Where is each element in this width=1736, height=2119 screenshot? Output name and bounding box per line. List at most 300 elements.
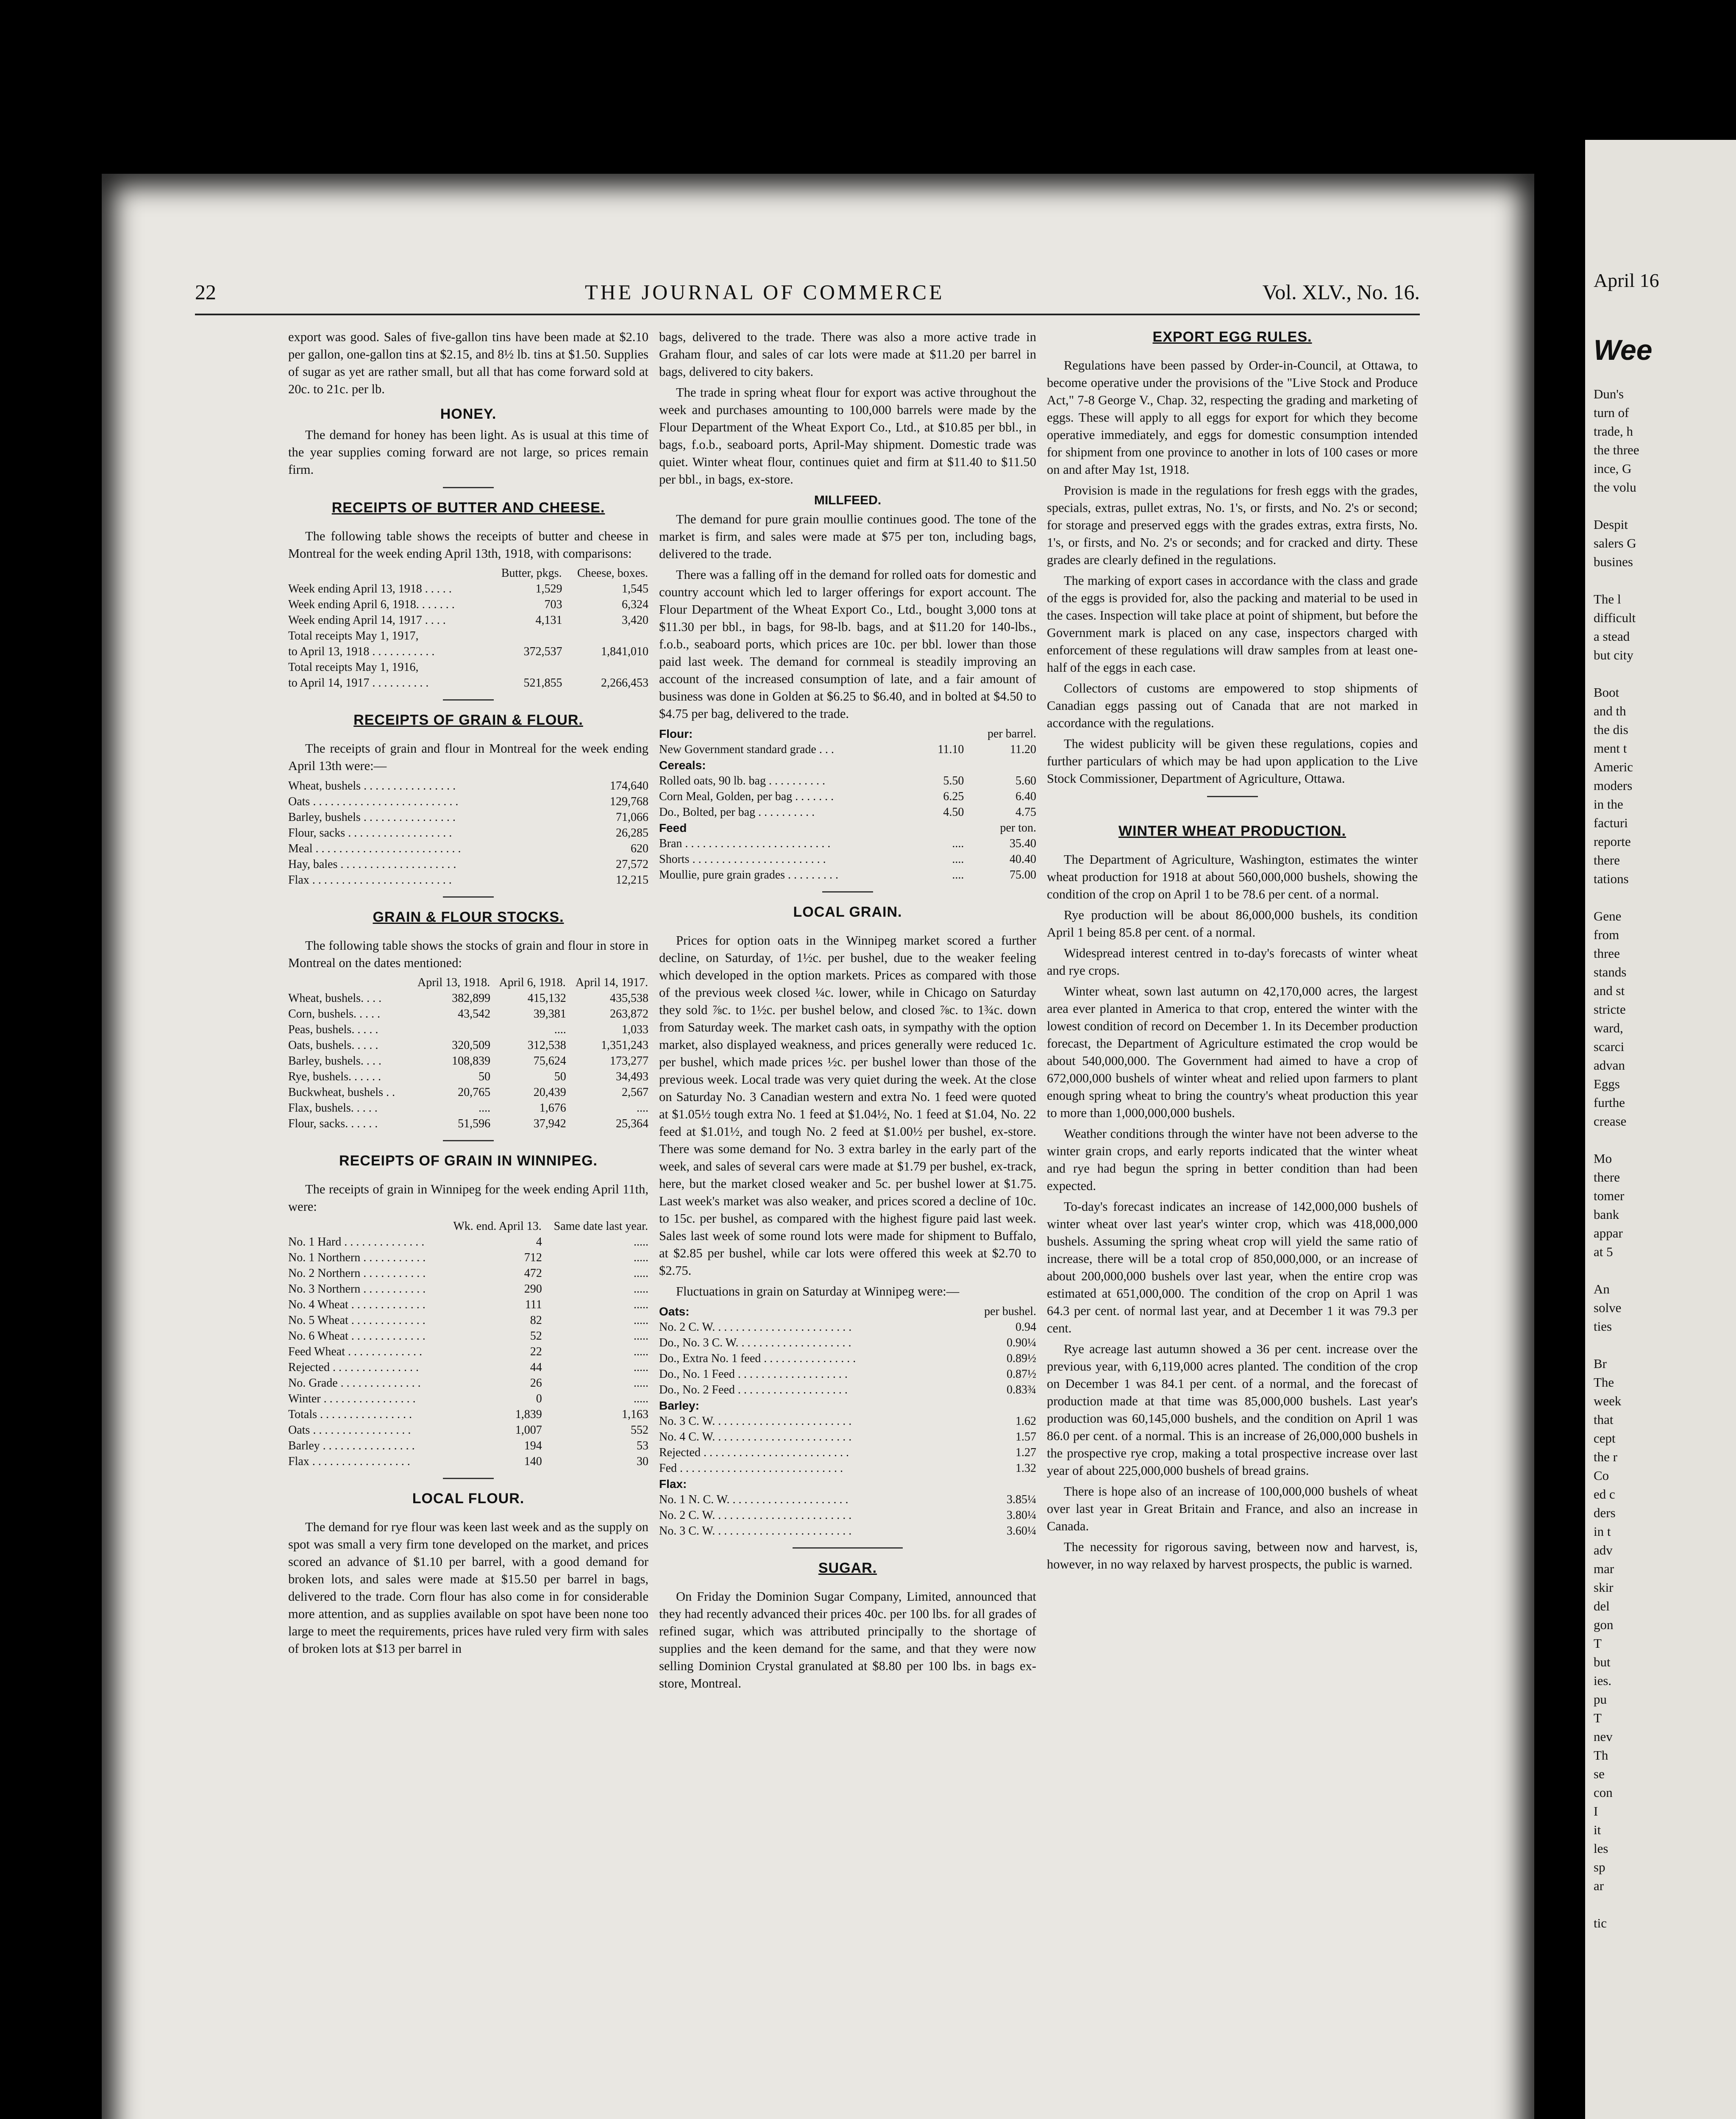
- table-row: [288, 1454, 648, 1469]
- cell-value: .....: [634, 1361, 648, 1374]
- facing-page-line: difficult: [1594, 610, 1636, 625]
- facing-page-line: [1594, 888, 1733, 907]
- table-row: [659, 1413, 1036, 1429]
- facing-page-line: del: [1594, 1599, 1610, 1613]
- volume-number: Vol. XLV., No. 16.: [1262, 280, 1420, 304]
- facing-page-line: Th: [1594, 1748, 1608, 1763]
- facing-page-line: tic: [1594, 1916, 1607, 1930]
- facing-page-line: con: [1594, 1785, 1613, 1800]
- row-label: Buckwheat, bushels . .: [288, 1086, 395, 1099]
- facing-page-line: The: [1594, 1375, 1614, 1390]
- cell-value: ....: [554, 1023, 566, 1036]
- table-row: [288, 1407, 648, 1422]
- facing-page-line: Br: [1594, 1356, 1607, 1371]
- cell-value: 552: [631, 1424, 648, 1437]
- cell-value: 26,285: [616, 826, 648, 840]
- cell-value: 521,855: [523, 676, 562, 690]
- table-row: [288, 856, 648, 872]
- facing-page-line: the r: [1594, 1449, 1617, 1464]
- row-label: New Government standard grade . . .: [659, 743, 834, 756]
- section-title-local-grain: LOCAL GRAIN.: [793, 904, 902, 920]
- row-label: No. 3 Northern . . . . . . . . . . .: [288, 1282, 426, 1296]
- cell-value: .....: [634, 1329, 648, 1343]
- cell-value: 312,538: [527, 1039, 566, 1052]
- divider: [443, 487, 494, 488]
- table-row: [288, 825, 648, 841]
- cell-value: 6.25: [943, 790, 964, 803]
- facing-page-line: but: [1594, 1655, 1611, 1669]
- facing-page-line: [1594, 1336, 1733, 1354]
- row-label: Do., No. 3 C. W. . . . . . . . . . . . . . . . . . . .: [659, 1336, 851, 1349]
- cell-value: 4: [536, 1235, 542, 1249]
- table-row: Oats: per bushel.: [659, 1305, 1036, 1318]
- table-row: [659, 1366, 1036, 1382]
- facing-page-line: ar: [1594, 1878, 1604, 1893]
- cell-value: 415,132: [527, 992, 566, 1005]
- cell-value: 0.89½: [1007, 1352, 1036, 1365]
- table-row: Barley:: [659, 1399, 699, 1412]
- cell-value: 194: [524, 1439, 542, 1452]
- section-title-butter-cheese: RECEIPTS OF BUTTER AND CHEESE.: [331, 500, 605, 516]
- paragraph: The marking of export cases in accordance with the class and grade of the eggs is provided for, also the packing and material to be used in the cases. Inspection will take place at point of shipment, but before the Government mark is placed on any case, inspectors charged with enforcement of these regulations will draw samples from at least one-half of the eggs in each case.: [1047, 573, 1418, 675]
- cell-value: 22: [530, 1345, 542, 1358]
- paragraph: Rye production will be about 86,000,000 bushels, its condition April 1 being 85.8 per cent. of a normal.: [1047, 908, 1418, 940]
- cell-value: 263,872: [610, 1007, 648, 1021]
- row-label: Barley . . . . . . . . . . . . . . . .: [288, 1439, 415, 1452]
- facing-page-line: the three: [1594, 442, 1639, 457]
- cell-value: 20,765: [458, 1086, 491, 1099]
- row-label: Rye, bushels. . . . . .: [288, 1070, 381, 1083]
- facing-page-line: moders: [1594, 778, 1633, 793]
- paragraph: The receipts of grain in Winnipeg for the week ending April 11th, were:: [288, 1182, 648, 1214]
- facing-page-date: April 16: [1594, 270, 1659, 291]
- cell-value: 372,537: [523, 645, 562, 658]
- facing-page-line: nev: [1594, 1729, 1613, 1744]
- cell-value: 51,596: [458, 1117, 491, 1130]
- cell-value: .....: [634, 1282, 648, 1296]
- cell-value: 1,676: [539, 1101, 566, 1115]
- facing-page-line: [1594, 1131, 1733, 1149]
- cell-value: 129,768: [610, 795, 648, 808]
- column-2: [659, 328, 1036, 1696]
- table-row: [288, 1281, 648, 1297]
- cell-value: 1.57: [1015, 1430, 1036, 1443]
- paragraph: bags, delivered to the trade. There was also a more active trade in Graham flour, and sales of car lots were made at $11.20 per barrel in bags, delivered to city bakers.: [659, 330, 1036, 379]
- cell-value: 75,624: [533, 1054, 566, 1068]
- row-label: No. 1 N. C. W. . . . . . . . . . . . . . . . . . . . .: [659, 1493, 849, 1506]
- facing-page-line: ties: [1594, 1319, 1612, 1334]
- cell-value: 712: [524, 1251, 542, 1264]
- cell-value: .....: [634, 1235, 648, 1249]
- table-row: [288, 990, 648, 1006]
- facing-page-line: from: [1594, 927, 1619, 942]
- facing-page-line: les: [1594, 1841, 1608, 1856]
- facing-page-line: the volu: [1594, 480, 1636, 495]
- table-row: [288, 778, 648, 794]
- paragraph: The necessity for rigorous saving, between now and harvest, is, however, in no way relaxed by harvest prospects, the public is warned.: [1047, 1540, 1418, 1571]
- table-row: [288, 1375, 648, 1391]
- facing-page-line: pu: [1594, 1692, 1607, 1707]
- table-row: [288, 597, 648, 612]
- row-label: Totals . . . . . . . . . . . . . . . .: [288, 1408, 412, 1421]
- paragraph: Provision is made in the regulations for fresh eggs with the grades, specials, extras, pullet extras, No. 1's, or firsts, and No. 2's or second; for storage and preserved eggs with the grades extras, extra firsts, No. 1's, or firsts, and No. 2's or seconds; and for cracked and dirty. These grades are clearly defined in the regulations.: [1047, 483, 1418, 567]
- row-label: Flour, sacks. . . . . .: [288, 1117, 378, 1130]
- section-title-millfeed: MILLFEED.: [814, 493, 882, 507]
- cell-value: 44: [530, 1361, 542, 1374]
- facing-page-line: Americ: [1594, 759, 1633, 774]
- facing-page-line: skir: [1594, 1580, 1614, 1595]
- table-row: [288, 1069, 648, 1085]
- facing-page-line: that: [1594, 1412, 1614, 1427]
- cell-value: 108,839: [452, 1054, 491, 1068]
- facing-page-line: ment t: [1594, 741, 1627, 756]
- facing-page-lines: [1594, 385, 1733, 1933]
- page-number: 22: [195, 280, 216, 304]
- cell-value: 0.94: [1015, 1321, 1036, 1334]
- paragraph: The receipts of grain and flour in Montreal for the week ending April 13th were:—: [288, 741, 648, 773]
- cell-value: 4.50: [943, 806, 964, 819]
- table-row: [288, 628, 648, 644]
- table-header: April 13, 1918. April 6, 1918. April 14, 1917.: [417, 976, 648, 989]
- cell-value: ....: [637, 1101, 648, 1115]
- facing-page-line: crease: [1594, 1114, 1627, 1129]
- cell-value: 382,899: [452, 992, 491, 1005]
- row-label: No. 2 C. W. . . . . . . . . . . . . . . . . . . . . . . .: [659, 1321, 852, 1334]
- stocks-table: [288, 975, 648, 1132]
- table-row: [288, 1053, 648, 1069]
- row-label: No. 1 Northern . . . . . . . . . . .: [288, 1251, 426, 1264]
- facing-page-line: gon: [1594, 1617, 1614, 1632]
- butter-cheese-table: [288, 566, 648, 691]
- facing-page-line: [1594, 571, 1733, 590]
- cell-value: [408, 1022, 490, 1037]
- cell-value: 620: [631, 842, 648, 855]
- row-label: Bran . . . . . . . . . . . . . . . . . . . . . . . . .: [659, 837, 831, 850]
- table-row: [288, 1344, 648, 1360]
- cell-value: .....: [634, 1251, 648, 1264]
- cell-value: 37,942: [533, 1117, 566, 1130]
- table-row: [288, 794, 648, 809]
- facing-page-line: sp: [1594, 1860, 1605, 1874]
- winnipeg-table: [288, 1219, 648, 1469]
- cell-value: 3.60¼: [1007, 1524, 1036, 1538]
- cell-value: 20,439: [533, 1086, 566, 1099]
- row-label: No. 3 C. W. . . . . . . . . . . . . . . . . . . . . . . .: [659, 1415, 852, 1428]
- facing-page-line: [1594, 1895, 1733, 1914]
- table-row: [659, 1335, 1036, 1351]
- table-row: [659, 773, 1036, 789]
- table-row: [288, 1250, 648, 1265]
- cell-value: .....: [634, 1314, 648, 1327]
- table-row: [288, 1234, 648, 1250]
- row-label: Week ending April 13, 1918 . . . . .: [288, 582, 452, 595]
- cell-value: [562, 628, 649, 644]
- table-row: [659, 836, 1036, 851]
- facing-page-line: [1594, 1261, 1733, 1280]
- row-label: No. Grade . . . . . . . . . . . . . .: [288, 1377, 421, 1390]
- paragraph: export was good. Sales of five-gallon tins have been made at $2.10 per gallon, one-gallon tins at $2.15, and 8½ lb. tins at $1.50. Supplies of sugar as yet are rather small, but all that has come forward sold at 20c. to 21c. per lb.: [288, 330, 648, 396]
- row-label: Rejected . . . . . . . . . . . . . . . . . . . . . . . . .: [659, 1446, 849, 1459]
- row-label: Week ending April 6, 1918. . . . . . .: [288, 598, 455, 611]
- cell-value: 290: [524, 1282, 542, 1296]
- table-row: [659, 1445, 1036, 1460]
- facing-page-line: ince, G: [1594, 461, 1632, 476]
- cell-value: 3.85¼: [1007, 1493, 1036, 1506]
- facing-page-line: advan: [1594, 1058, 1625, 1073]
- row-label: Hay, bales . . . . . . . . . . . . . . . . . . . .: [288, 858, 456, 871]
- paragraph: The demand for honey has been light. As is usual at this time of the year supplies coming forward are not large, so prices remain firm.: [288, 428, 648, 477]
- row-label: Barley, bushels. . . .: [288, 1054, 381, 1068]
- facing-page-line: An: [1594, 1282, 1610, 1296]
- facing-page-line: trade, h: [1594, 424, 1633, 439]
- table-row: [288, 1438, 648, 1454]
- paragraph: Prices for option oats in the Winnipeg market scored a further decline, on Saturday, of 1½c. per bushel, due to the weaker feeling which developed in the option markets. Prices as compared with those of the previous week closed ¼c. lower, while in Chicago on Saturday they sold ⅞c. to 1½c. per bushel below, and closed ⅞c. to 1¾c. down from Saturday week. The market cash oats, in sympathy with the option market, also displayed weakness, and prices generally were reduced 1c. per bushel, which made prices ½c. per bushel lower than those of the previous week. Local trade was very quiet during the week. At the close on Saturday No. 3 Canadian western and extra No. 1 feed were quoted at $1.05½ tough extra No. 1 feed at $1.04½, No. 1 feed at $1.04, No. 22 feed at $1.01½, and tough No. 2 feed at $1.00½ per bushel, ex-store. There was some demand for No. 3 extra barley in the early part of the week, and sales of several cars were made at $1.79 per bushel, ex-track, here, but the market closed weaker and 5c. per bushel lower at $1.75. Last week's market was also weaker, and prices scored a decline of 10c. to 15c. per bushel, as compared with the highest figure paid last week. Sales last week of some round lots were made for shipment to Buffalo, at $2.85 per bushel, while car lots were offered this week at $2.70 to $2.75.: [659, 933, 1036, 1278]
- cell-value: 1,351,243: [601, 1039, 648, 1052]
- cell-value: 1.62: [1015, 1415, 1036, 1428]
- cell-value: .....: [634, 1392, 648, 1405]
- cell-value: 140: [524, 1455, 542, 1468]
- paragraph: There was a falling off in the demand for rolled oats for domestic and country account which led to larger offerings for export account. The Flour Department of the Wheat Export Co., Ltd., bought 3,000 tons at $11.30 per bbl., in bags, for 98-lb. bags, and at $11.20 for 140-lbs., f.o.b., seaboard ports, which prices are 10c. per bbl. lower than those paid last week. The demand for cornmeal is steadily improving an account of the increased consumption of late, and a fair amount of business was done in Golden at $6.25 to $6.40, and in bolted at $4.50 to $4.75 per bag, delivered to the trade.: [659, 567, 1036, 721]
- facing-page-line: in t: [1594, 1524, 1611, 1539]
- cell-value: 75.00: [1010, 868, 1036, 882]
- row-label: Oats . . . . . . . . . . . . . . . . . . . . . . . . .: [288, 795, 459, 808]
- paragraph: The demand for pure grain moullie continues good. The tone of the market is firm, and sales were made at $75 per ton, including bags, delivered to the trade.: [659, 512, 1036, 561]
- cell-value: 1,841,010: [601, 645, 648, 658]
- cell-value: 0.83¾: [1007, 1383, 1036, 1396]
- facing-page-line: T: [1594, 1710, 1602, 1725]
- paragraph: Winter wheat, sown last autumn on 42,170,000 acres, the largest area ever planted in America to that crop, entered the winter with the lowest condition of record on December 1. In its December production forecast, the Department of Agriculture estimated the crop would be about 540,000,000. The Government had aimed to have a crop of 672,000,000 bushels of winter wheat and relied upon farmers to plant enough spring wheat to bring the country's wheat production this year to more than 1,000,000,000 bushels.: [1047, 984, 1418, 1120]
- row-label: Total receipts May 1, 1916,: [288, 661, 419, 674]
- cell-value: [488, 628, 562, 644]
- paragraph: The demand for rye flour was keen last week and as the supply on spot was small a very firm tone developed on the market, and prices scored an advance of $1.10 per barrel, with a good demand for broken lots, and sales were made at $15.50 per barrel in bags, delivered to the trade. Corn flour has also come in for considerable more attention, and as supplies available on spot have been none too large to meet the requirements, prices have ruled very firm with sales of broken lots at $13 per barrel in: [288, 1520, 648, 1656]
- cell-value: 1,033: [622, 1023, 648, 1036]
- facing-page-line: ies.: [1594, 1673, 1612, 1688]
- facing-page-line: and th: [1594, 704, 1626, 718]
- cell-value: 5.60: [1015, 774, 1036, 787]
- row-label: Total receipts May 1, 1917,: [288, 629, 419, 642]
- cell-value: 3,420: [622, 614, 648, 627]
- cell-value: 0.87½: [1007, 1368, 1036, 1381]
- table-row: [288, 1022, 648, 1037]
- table-row: [659, 789, 1036, 804]
- row-label: Meal . . . . . . . . . . . . . . . . . . . . . . . . .: [288, 842, 461, 855]
- paragraph: Widespread interest centred in to-day's forecasts of winter wheat and rye crops.: [1047, 946, 1418, 978]
- row-label: Oats, bushels. . . . .: [288, 1039, 378, 1052]
- table-row: [288, 1100, 648, 1116]
- row-label: Feed Wheat . . . . . . . . . . . . .: [288, 1345, 422, 1358]
- cell-value: ....: [952, 853, 964, 866]
- facing-page-line: and st: [1594, 983, 1625, 998]
- row-label: Corn Meal, Golden, per bag . . . . . . .: [659, 790, 834, 803]
- paragraph: The Department of Agriculture, Washington, estimates the winter wheat production for 1918 at about 560,000,000 bushels, showing the condition of the crop on April 1 to be 78.6 per cent. of a normal.: [1047, 852, 1418, 901]
- facing-page-line: furthe: [1594, 1095, 1625, 1110]
- table-row: [659, 1429, 1036, 1445]
- facing-page-line: ed c: [1594, 1487, 1615, 1502]
- cell-value: 472: [524, 1267, 542, 1280]
- row-label: Fed . . . . . . . . . . . . . . . . . . . . . . . . . . . .: [659, 1462, 843, 1475]
- fluctuations-table: [659, 1304, 1036, 1539]
- cell-value: 52: [530, 1329, 542, 1343]
- grain-flour-table: [288, 778, 648, 888]
- table-row: [288, 644, 648, 659]
- facing-page-line: in the: [1594, 797, 1623, 812]
- row-label: Flax . . . . . . . . . . . . . . . . . . . . . . . .: [288, 873, 452, 887]
- table-row: Flax:: [659, 1477, 687, 1491]
- row-label: No. 4 Wheat . . . . . . . . . . . . .: [288, 1298, 426, 1311]
- section-title-grain-flour: RECEIPTS OF GRAIN & FLOUR.: [353, 712, 583, 728]
- table-row: [288, 809, 648, 825]
- facing-page-column: [1594, 271, 1733, 1933]
- facing-page-line: week: [1594, 1393, 1622, 1408]
- cell-value: 6,324: [622, 598, 648, 611]
- facing-page-line: mar: [1594, 1561, 1614, 1576]
- table-row: [659, 851, 1036, 867]
- row-label: Wheat, bushels . . . . . . . . . . . . . . . .: [288, 779, 456, 793]
- paragraph: Collectors of customs are empowered to stop shipments of Canadian eggs passing out of Canada that are not marked in accordance with the regulations.: [1047, 681, 1418, 730]
- table-row: Cereals:: [659, 759, 706, 772]
- row-label: Wheat, bushels. . . .: [288, 992, 382, 1005]
- facing-page-line: [1594, 665, 1733, 683]
- facing-page-line: Eggs: [1594, 1076, 1620, 1091]
- cell-value: 174,640: [610, 779, 648, 793]
- facing-page-line: there: [1594, 853, 1620, 868]
- row-label: Shorts . . . . . . . . . . . . . . . . . . . . . . .: [659, 853, 826, 866]
- row-label: No. 6 Wheat . . . . . . . . . . . . .: [288, 1329, 426, 1343]
- cell-value: 25,364: [616, 1117, 648, 1130]
- row-label: No. 4 C. W. . . . . . . . . . . . . . . . . . . . . . . .: [659, 1430, 852, 1443]
- cell-value: 5.50: [943, 774, 964, 787]
- row-label: Flax, bushels. . . . .: [288, 1101, 378, 1115]
- row-label: Barley, bushels . . . . . . . . . . . . . . . .: [288, 811, 456, 824]
- cell-value: 1.27: [1015, 1446, 1036, 1459]
- paragraph: The following table shows the stocks of grain and flour in store in Montreal on the dates mentioned:: [288, 938, 648, 970]
- cell-value: .....: [634, 1345, 648, 1358]
- row-label: Flax . . . . . . . . . . . . . . . . .: [288, 1455, 410, 1468]
- cell-value: 0.90¼: [1007, 1336, 1036, 1349]
- facing-page-line: ward,: [1594, 1021, 1623, 1035]
- facing-page-line: but city: [1594, 648, 1633, 662]
- table-row: [288, 1313, 648, 1328]
- cell-value: 111: [525, 1298, 542, 1311]
- cell-value: 35.40: [1010, 837, 1036, 850]
- facing-page-line: stricte: [1594, 1002, 1626, 1017]
- facing-page-line: turn of: [1594, 405, 1629, 420]
- cell-value: 43,542: [458, 1007, 491, 1021]
- table-row: [288, 1265, 648, 1281]
- cell-value: 1,007: [515, 1424, 542, 1437]
- facing-page-line: Boot: [1594, 685, 1619, 700]
- table-row: [288, 1297, 648, 1313]
- paragraph: The following table shows the receipts of butter and cheese in Montreal for the week ending April 13th, 1918, with comparisons:: [288, 529, 648, 561]
- table-row: [659, 1351, 1036, 1366]
- cell-value: 1.32: [1015, 1462, 1036, 1475]
- table-row: [288, 581, 648, 597]
- journal-title: THE JOURNAL OF COMMERCE: [585, 280, 945, 304]
- cell-value: 435,538: [610, 992, 648, 1005]
- facing-page-line: facturi: [1594, 815, 1628, 830]
- row-label: Do., No. 2 Feed . . . . . . . . . . . . . . . . . . .: [659, 1383, 848, 1396]
- table-row: [659, 1319, 1036, 1335]
- facing-page-line: reporte: [1594, 834, 1631, 849]
- cell-value: ....: [952, 868, 964, 882]
- paragraph: The trade in spring wheat flour for export was active throughout the week and purchases amounting to 100,000 barrels were made by the Flour Department of the Wheat Export Co., Ltd., at $10.85 per bbl., in bags, f.o.b., seaboard ports, April-May shipment. Domestic trade was quiet. Winter wheat flour, continues quiet and firm at $11.40 to $11.50 per bbl., in bags, ex-store.: [659, 385, 1036, 487]
- facing-page-line: the dis: [1594, 722, 1628, 737]
- paragraph: On Friday the Dominion Sugar Company, Limited, announced that they had recently advanced their prices 40c. per 100 lbs. for all grades of refined sugar, which was attributed principally to the shortage of supplies and the keen demand for the same, and that they were now selling Dominion Crystal granulated at $8.80 per 100 lbs. in bags ex-store, Montreal.: [659, 1589, 1036, 1691]
- cell-value: 12,215: [616, 873, 648, 887]
- divider: [443, 1478, 494, 1479]
- divider: [822, 891, 873, 893]
- table-row: [288, 1328, 648, 1344]
- column-3: [1047, 328, 1418, 1577]
- facing-page-line: [1594, 497, 1733, 515]
- row-label: Winter . . . . . . . . . . . . . . . .: [288, 1392, 416, 1405]
- table-row: [659, 1460, 1036, 1476]
- row-label: No. 3 C. W. . . . . . . . . . . . . . . . . . . . . . . .: [659, 1524, 852, 1538]
- cell-value: 1,529: [535, 582, 562, 595]
- paragraph: Fluctuations in grain on Saturday at Winnipeg were:—: [676, 1284, 960, 1299]
- cell-value: 30: [637, 1455, 648, 1468]
- cell-value: [562, 659, 649, 675]
- row-label: No. 2 Northern . . . . . . . . . . .: [288, 1267, 426, 1280]
- row-label: Do., Bolted, per bag . . . . . . . . . .: [659, 806, 815, 819]
- cell-value: 71,066: [616, 811, 648, 824]
- row-label: Rolled oats, 90 lb. bag . . . . . . . . . .: [659, 774, 825, 787]
- row-label: No. 5 Wheat . . . . . . . . . . . . .: [288, 1314, 426, 1327]
- table-row: [288, 675, 648, 691]
- cell-value: 40.40: [1010, 853, 1036, 866]
- facing-page-line: ders: [1594, 1505, 1616, 1520]
- row-label: Corn, bushels. . . . .: [288, 1007, 380, 1021]
- facing-page-heading: Wee: [1594, 334, 1653, 366]
- table-row: [659, 1382, 1036, 1398]
- section-title-local-flour: LOCAL FLOUR.: [412, 1491, 525, 1507]
- row-label: Peas, bushels. . . . .: [288, 1023, 378, 1036]
- facing-page-line: tations: [1594, 871, 1629, 886]
- cell-value: 4,131: [535, 614, 562, 627]
- table-row: [288, 1391, 648, 1407]
- table-row: [288, 1422, 648, 1438]
- paragraph: Regulations have been passed by Order-in-Council, at Ottawa, to become operative under the provisions of the "Live Stock and Produce Act," 7-8 George V., Chap. 32, respecting the grading and marketing of eggs. These will apply to all eggs for export for which they become operative immediately, and eggs for domestic consumption intended for shipment from one province to another in lots of 100 cases or more on and after May 1st, 1918.: [1047, 358, 1418, 477]
- facing-page-line: The l: [1594, 592, 1621, 606]
- cell-value: 39,381: [533, 1007, 566, 1021]
- table-row: [288, 872, 648, 888]
- cell-value: 82: [530, 1314, 542, 1327]
- row-label: Week ending April 14, 1917 . . . .: [288, 614, 446, 627]
- cell-value: 320,509: [452, 1039, 491, 1052]
- facing-page-line: stands: [1594, 965, 1627, 979]
- paragraph: There is hope also of an increase of 100,000,000 bushels of wheat over last year in Great Britain and France, and also an increase in Canada.: [1047, 1484, 1418, 1533]
- table-row: [288, 1360, 648, 1375]
- facing-page-line: Gene: [1594, 909, 1622, 923]
- facing-page-line: Despit: [1594, 517, 1628, 532]
- table-row: [659, 867, 1036, 883]
- facing-page-line: bank: [1594, 1207, 1619, 1222]
- facing-page-line: three: [1594, 946, 1620, 961]
- cell-value: 50: [554, 1070, 566, 1083]
- cell-value: 50: [479, 1070, 491, 1083]
- cell-value: 1,839: [515, 1408, 542, 1421]
- table-row: Flour: per barrel.: [659, 727, 1036, 740]
- page-header: [195, 280, 1420, 309]
- table-row: [288, 1085, 648, 1100]
- row-label: to April 14, 1917 . . . . . . . . . .: [288, 676, 429, 690]
- divider: [443, 699, 494, 701]
- table-row: [288, 1116, 648, 1132]
- row-label: Do., No. 1 Feed . . . . . . . . . . . . . . . . . . .: [659, 1368, 848, 1381]
- table-row: [288, 659, 648, 675]
- cell-value: 34,493: [616, 1070, 648, 1083]
- cell-value: 4.75: [1015, 806, 1036, 819]
